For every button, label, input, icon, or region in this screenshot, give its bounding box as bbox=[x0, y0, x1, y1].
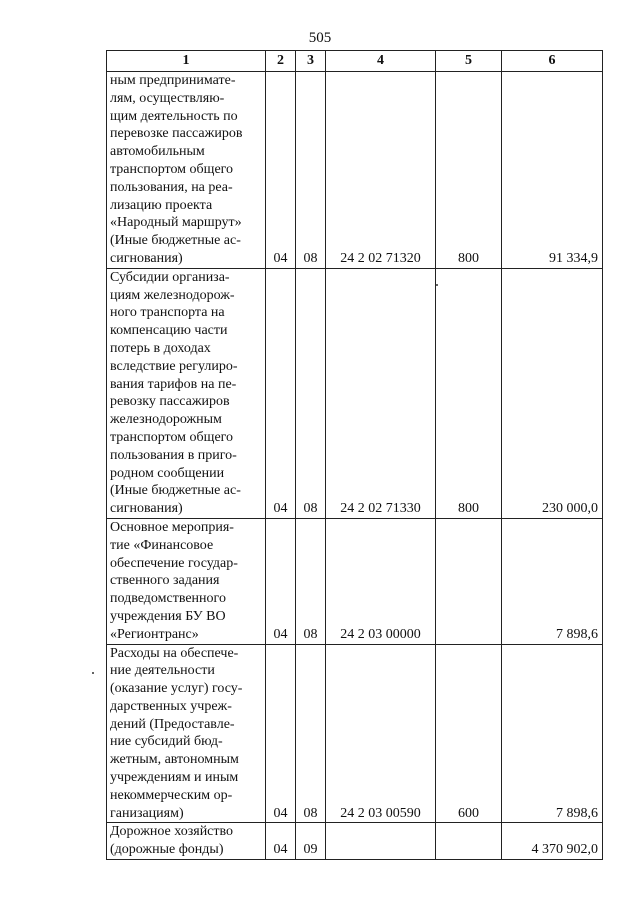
amount: 4 370 902,0 bbox=[502, 823, 603, 860]
row-description bbox=[107, 268, 266, 518]
description-line: вания тарифов на пе- bbox=[110, 376, 237, 392]
description-line: транспортом общего bbox=[110, 161, 234, 177]
table-row bbox=[107, 518, 603, 644]
description-line: циям железнодорож- bbox=[110, 287, 235, 303]
description-line: подведомственного bbox=[110, 591, 226, 607]
description-line: учреждения БУ ВО bbox=[110, 608, 226, 624]
description-line: лизацию проекта bbox=[110, 197, 213, 213]
description-line: сигнования) bbox=[110, 250, 183, 266]
section-code: 04 bbox=[266, 644, 296, 823]
description-line: потерь в доходах bbox=[110, 340, 211, 356]
description-line: сигнования) bbox=[110, 501, 183, 517]
description-line: «Регионтранс» bbox=[110, 626, 199, 642]
table-header-row bbox=[107, 51, 603, 72]
description-line: щим деятельность по bbox=[110, 108, 238, 124]
column-header: 6 bbox=[502, 51, 603, 72]
description-line: учреждениям и иным bbox=[110, 770, 239, 786]
column-header: 3 bbox=[296, 51, 326, 72]
column-header: 1 bbox=[107, 51, 266, 72]
description-line: жетным, автономным bbox=[110, 752, 239, 768]
description-line: Расходы на обеспече- bbox=[110, 645, 239, 661]
column-header: 5 bbox=[436, 51, 502, 72]
description-line: тие «Финансовое bbox=[110, 537, 214, 553]
row-description bbox=[107, 72, 266, 269]
description-line: дарственных учреж- bbox=[110, 698, 232, 714]
description-line: ным предпринимате- bbox=[110, 73, 236, 88]
description-line: лям, осуществляю- bbox=[110, 90, 225, 106]
description-line: обеспечение государ- bbox=[110, 555, 238, 571]
description-line: Субсидии организа- bbox=[110, 269, 230, 285]
description-line: ние деятельности bbox=[110, 663, 215, 679]
expense-type-code: 800 bbox=[436, 72, 502, 269]
subsection-code: 08 bbox=[296, 644, 326, 823]
description-line: железнодорожным bbox=[110, 412, 222, 428]
amount: 230 000,0 bbox=[502, 268, 603, 518]
description-line: компенсацию части bbox=[110, 323, 228, 339]
subsection-code: 09 bbox=[296, 823, 326, 860]
target-article-code: 24 2 03 00000 bbox=[326, 518, 436, 644]
description-line: перевозке пассажиров bbox=[110, 126, 243, 142]
description-line: транспортом общего bbox=[110, 429, 234, 445]
expense-type-code: 800 bbox=[436, 268, 502, 518]
budget-table bbox=[106, 50, 603, 860]
scan-speck bbox=[92, 672, 94, 674]
description-line: ние субсидий бюд- bbox=[110, 734, 223, 750]
section-code: 04 bbox=[266, 268, 296, 518]
target-article-code bbox=[326, 823, 436, 860]
description-line: автомобильным bbox=[110, 144, 205, 160]
table-row bbox=[107, 72, 603, 269]
description-line: Дорожное хозяйство bbox=[110, 824, 234, 840]
scan-speck bbox=[436, 284, 438, 286]
description-line: вследствие регулиро- bbox=[110, 358, 238, 374]
amount: 91 334,9 bbox=[502, 72, 603, 269]
subsection-code: 08 bbox=[296, 518, 326, 644]
description-line: некоммерческим ор- bbox=[110, 787, 233, 803]
description-line: пользования, на реа- bbox=[110, 179, 233, 195]
description-line: ревозку пассажиров bbox=[110, 394, 230, 410]
page-number: 505 bbox=[308, 30, 332, 46]
description-line: ного транспорта на bbox=[110, 305, 225, 321]
section-code: 04 bbox=[266, 72, 296, 269]
section-code: 04 bbox=[266, 518, 296, 644]
description-line: пользования в приго- bbox=[110, 447, 237, 463]
description-line: родном сообщении bbox=[110, 465, 225, 481]
expense-type-code bbox=[436, 823, 502, 860]
description-line: (Иные бюджетные ас- bbox=[110, 483, 241, 499]
description-line: ганизациям) bbox=[110, 805, 184, 821]
section-code: 04 bbox=[266, 823, 296, 860]
amount: 7 898,6 bbox=[502, 518, 603, 644]
table-row bbox=[107, 823, 603, 860]
column-header: 4 bbox=[326, 51, 436, 72]
description-line: (оказание услуг) госу- bbox=[110, 681, 243, 697]
subsection-code: 08 bbox=[296, 72, 326, 269]
description-line: ственного задания bbox=[110, 573, 220, 589]
expense-type-code: 600 bbox=[436, 644, 502, 823]
column-header: 2 bbox=[266, 51, 296, 72]
target-article-code: 24 2 02 71320 bbox=[326, 72, 436, 269]
description-line: «Народный маршрут» bbox=[110, 215, 242, 231]
table-row bbox=[107, 268, 603, 518]
target-article-code: 24 2 03 00590 bbox=[326, 644, 436, 823]
description-line: (Иные бюджетные ас- bbox=[110, 233, 241, 249]
expense-type-code bbox=[436, 518, 502, 644]
row-description bbox=[107, 823, 266, 860]
description-line: Основное мероприя- bbox=[110, 519, 234, 535]
row-description bbox=[107, 518, 266, 644]
description-line: дений (Предоставле- bbox=[110, 716, 235, 732]
description-line: (дорожные фонды) bbox=[110, 842, 224, 858]
amount: 7 898,6 bbox=[502, 644, 603, 823]
target-article-code: 24 2 02 71330 bbox=[326, 268, 436, 518]
row-description bbox=[107, 644, 266, 823]
table-row bbox=[107, 644, 603, 823]
subsection-code: 08 bbox=[296, 268, 326, 518]
